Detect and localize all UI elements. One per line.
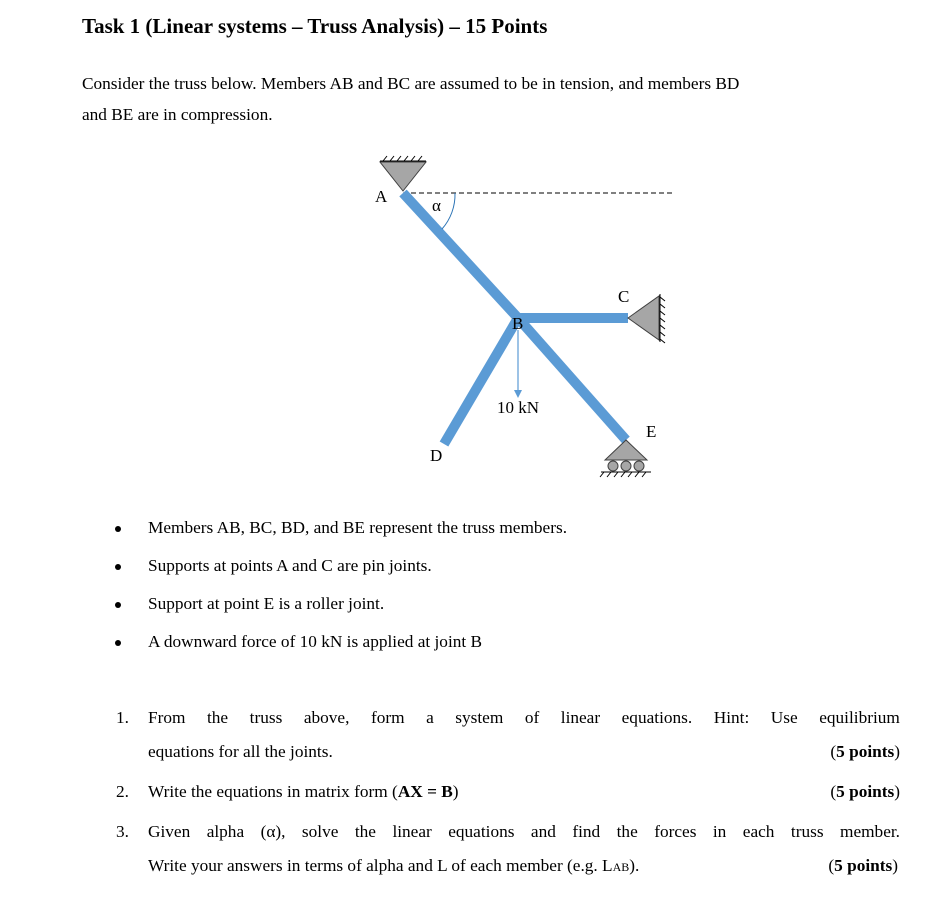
points-badge: (5 points) <box>828 856 898 875</box>
label-force: 10 kN <box>497 398 540 417</box>
task-title: Task 1 (Linear systems – Truss Analysis) – 15 Points <box>82 14 548 38</box>
member-be <box>518 318 626 440</box>
task-word: forces <box>654 822 697 841</box>
task-item-1: 1. From the truss above, form a system of linear equations. Hint: Use equilibrium equations for all the joints. (5 points) <box>112 703 900 771</box>
label-d: D <box>430 446 443 465</box>
task-word: truss <box>249 708 283 727</box>
task-word: member. <box>840 822 900 841</box>
alpha-angle-arc <box>442 193 455 229</box>
task-word: alpha <box>206 822 245 841</box>
bullet-dot-icon <box>115 602 121 608</box>
points-badge: (5 points) <box>830 742 900 761</box>
task-word: the <box>354 822 376 841</box>
label-e: E <box>646 422 657 441</box>
task-1-line-1 <box>148 703 900 737</box>
bullet-item: Members AB, BC, BD, and BE represent the truss members. <box>112 514 567 552</box>
intro-line-1: Consider the truss below. Members AB and BC are assumed to be in tension, and members BD <box>82 74 740 93</box>
task-word: form <box>370 708 405 727</box>
task-word: the <box>616 822 638 841</box>
task-word: Hint: <box>713 708 750 727</box>
task-word: solve <box>301 822 339 841</box>
task-1-line-2: equations for all the joints. (5 points) <box>148 737 900 771</box>
task-word: equations <box>448 822 515 841</box>
task-word: above, <box>303 708 350 727</box>
pin-support-c <box>628 294 665 343</box>
task-word: each <box>742 822 775 841</box>
task-word: find <box>572 822 601 841</box>
task-word: the <box>206 708 229 727</box>
task-word: linear <box>392 822 432 841</box>
task-word: in <box>712 822 727 841</box>
task-2-line-1: Write the equations in matrix form (AX = B) (5 points) <box>148 777 900 811</box>
matrix-equation: AX = B <box>397 782 453 801</box>
label-alpha: α <box>432 196 441 215</box>
task-word: From <box>148 708 186 727</box>
points-badge: (5 points) <box>830 782 900 801</box>
task-item-3: 3. Given alpha (α), solve the linear equations and find the forces in each truss member. Write your answers in terms of alpha and L of each member (e.g. LAB). (5 points) <box>112 817 900 885</box>
bullet-item: Supports at points A and C are pin joints. <box>112 552 567 590</box>
task-item-2: 2. Write the equations in matrix form (AX = B) (5 points) <box>112 777 900 811</box>
intro-line-2: and BE are in compression. <box>82 105 273 124</box>
label-b: B <box>512 314 524 333</box>
task-word: equations. <box>621 708 693 727</box>
bullet-dot-icon <box>115 526 121 532</box>
task-word: truss <box>790 822 824 841</box>
task-word: and <box>530 822 556 841</box>
pin-support-a <box>380 156 426 191</box>
task-3-line-2: Write your answers in terms of alpha and L of each member (e.g. LAB). (5 points) <box>148 851 900 885</box>
bullet-dot-icon <box>115 640 121 646</box>
task-word: a <box>426 708 434 727</box>
bullet-item: Support at point E is a roller joint. <box>112 590 567 628</box>
bullet-dot-icon <box>115 564 121 570</box>
task-word: of <box>524 708 540 727</box>
label-c: C <box>618 287 630 306</box>
member-ab <box>403 193 518 318</box>
roller-support-e <box>600 440 651 477</box>
task-word: system <box>455 708 504 727</box>
task-word: linear <box>560 708 601 727</box>
bullet-item: A downward force of 10 kN is applied at joint B <box>112 628 567 666</box>
task-3-line-1 <box>148 817 900 851</box>
task-list <box>112 703 900 885</box>
task-word: equilibrium <box>819 708 900 727</box>
member-bd <box>444 318 518 444</box>
task-word: (α), <box>260 822 286 841</box>
task-word: Use <box>770 708 798 727</box>
task-word: Given <box>148 822 191 841</box>
label-a: A <box>375 187 388 206</box>
assumption-list <box>112 514 567 666</box>
